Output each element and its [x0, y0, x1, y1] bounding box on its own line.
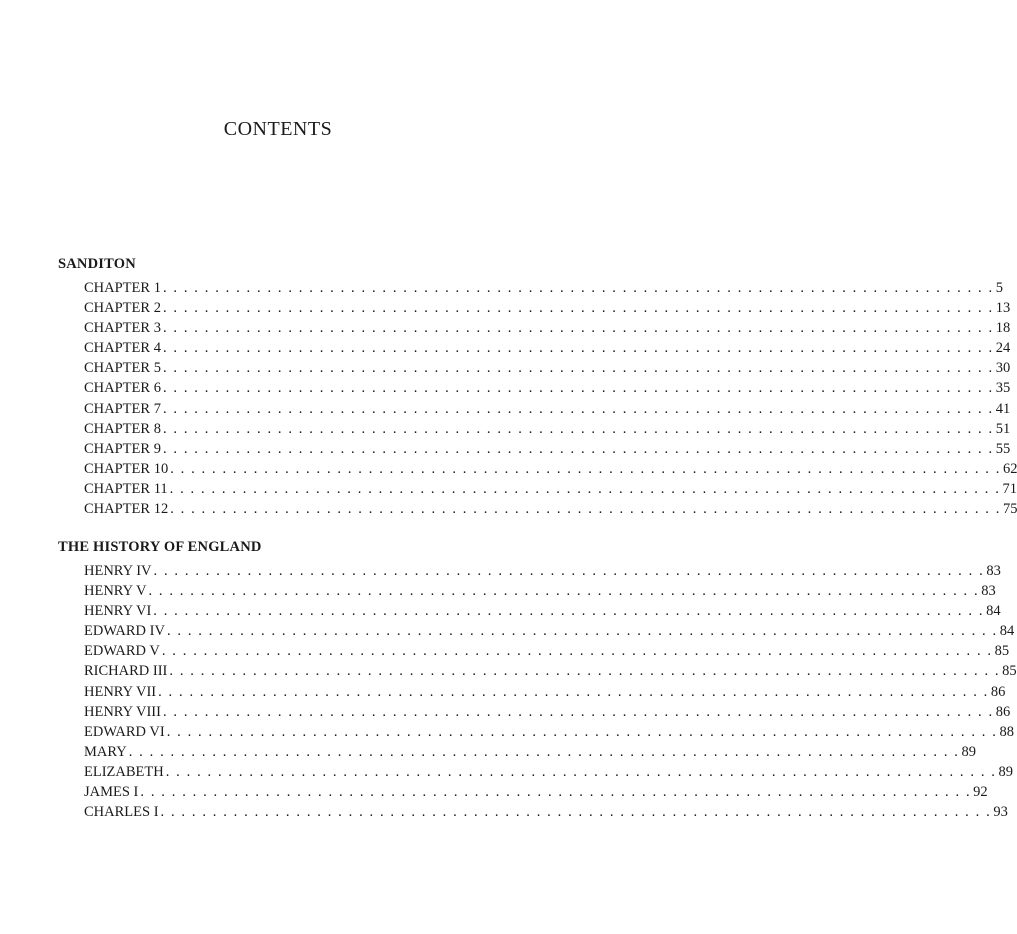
toc-entry-label: HENRY VII	[84, 683, 157, 700]
toc-entry[interactable]	[84, 338, 1011, 358]
toc-leader-dots: . . . . . . . . . . . . . . . . . . . . . . . . . . . . . . . . . . . . . . . . . . . . . . . . . . . . . . . . . . . . . . . . . . . . . . . . . . . . . . . .	[162, 320, 994, 337]
toc-entry-label: CHAPTER 12	[84, 501, 169, 518]
toc-entry-label: EDWARD VI	[84, 723, 165, 740]
toc-entry-page-number: 5	[995, 280, 1003, 296]
toc-leader-dots: . . . . . . . . . . . . . . . . . . . . . . . . . . . . . . . . . . . . . . . . . . . . . . . . . . . . . . . . . . . . . . . . . . . . . . . . . . . . . . . .	[160, 804, 992, 821]
toc-entry-page-number: 89	[998, 763, 1014, 780]
toc-entry[interactable]	[84, 702, 1011, 722]
section-heading-sanditon: SANDITON	[58, 256, 136, 272]
toc-leader-dots: . . . . . . . . . . . . . . . . . . . . . . . . . . . . . . . . . . . . . . . . . . . . . . . . . . . . . . . . . . . . . . . . . . . . . . . . . . . . . . . .	[162, 703, 994, 720]
toc-entry-page-number: 30	[995, 360, 1011, 377]
toc-leader-dots: . . . . . . . . . . . . . . . . . . . . . . . . . . . . . . . . . . . . . . . . . . . . . . . . . . . . . . . . . . . . . . . . . . . . . . . . . . . . . . . .	[161, 643, 993, 660]
toc-entry[interactable]	[84, 278, 1003, 298]
toc-entry[interactable]	[84, 419, 1011, 439]
toc-entry[interactable]	[84, 742, 976, 762]
toc-entry[interactable]	[84, 298, 1011, 318]
toc-entry-label: CHAPTER 1	[84, 280, 161, 296]
toc-entry-page-number: 51	[995, 420, 1011, 437]
toc-entry-page-number: 55	[995, 440, 1011, 457]
toc-entry-label: CHAPTER 5	[84, 360, 161, 377]
toc-leader-dots: . . . . . . . . . . . . . . . . . . . . . . . . . . . . . . . . . . . . . . . . . . . . . . . . . . . . . . . . . . . . . . . . . . . . . . . . . . . . . . . .	[162, 440, 994, 457]
toc-leader-dots: . . . . . . . . . . . . . . . . . . . . . . . . . . . . . . . . . . . . . . . . . . . . . . . . . . . . . . . . . . . . . . . . . . . . . . . . . . . . . . . .	[148, 583, 980, 600]
toc-entry-page-number: 89	[961, 743, 976, 760]
toc-leader-dots: . . . . . . . . . . . . . . . . . . . . . . . . . . . . . . . . . . . . . . . . . . . . . . . . . . . . . . . . . . . . . . . . . . . . . . . . . . . . . . . .	[162, 380, 994, 397]
toc-entry-page-number: 71	[1002, 480, 1017, 497]
toc-entry[interactable]	[84, 561, 1001, 581]
toc-leader-dots: . . . . . . . . . . . . . . . . . . . . . . . . . . . . . . . . . . . . . . . . . . . . . . . . . . . . . . . . . . . . . . . . . . . . . . . . . . . . . . . .	[169, 480, 1001, 497]
toc-entry-page-number: 86	[995, 703, 1011, 720]
toc-entry-label: CHAPTER 11	[84, 480, 168, 497]
toc-entry-page-number: 83	[981, 583, 996, 600]
toc-entry-label: CHAPTER 7	[84, 400, 161, 417]
toc-leader-dots: . . . . . . . . . . . . . . . . . . . . . . . . . . . . . . . . . . . . . . . . . . . . . . . . . . . . . . . . . . . . . . . . . . . . . . . . . . . . . . . .	[153, 603, 985, 620]
toc-entry-label: JAMES I	[84, 784, 139, 801]
toc-entry-label: CHAPTER 3	[84, 320, 161, 337]
toc-entry-page-number: 93	[993, 804, 1008, 821]
toc-leader-dots: . . . . . . . . . . . . . . . . . . . . . . . . . . . . . . . . . . . . . . . . . . . . . . . . . . . . . . . . . . . . . . . . . . . . . . . . . . . . . . . .	[158, 683, 989, 700]
toc-entry-page-number: 83	[986, 563, 1001, 579]
toc-entry[interactable]	[84, 661, 1017, 681]
toc-entry-page-number: 18	[995, 320, 1011, 337]
toc-entry-page-number: 84	[986, 603, 1001, 620]
toc-entry[interactable]	[84, 399, 1011, 419]
toc-entry-label: CHAPTER 8	[84, 420, 161, 437]
toc-entry-label: CHAPTER 6	[84, 380, 161, 397]
page-title: CONTENTS	[223, 118, 333, 140]
toc-entry[interactable]	[84, 641, 1010, 661]
toc-entry[interactable]	[84, 378, 1011, 398]
toc-entry[interactable]	[84, 722, 1014, 742]
toc-entry-label: RICHARD III	[84, 663, 168, 680]
toc-entry[interactable]	[84, 318, 1011, 338]
toc-leader-dots: . . . . . . . . . . . . . . . . . . . . . . . . . . . . . . . . . . . . . . . . . . . . . . . . . . . . . . . . . . . . . . . . . . . . . . . . . . . . . . . .	[128, 743, 960, 760]
toc-entry-page-number: 75	[1002, 501, 1017, 518]
toc-list-history-of-england	[84, 561, 1017, 822]
toc-entry-page-number: 88	[999, 723, 1014, 740]
toc-list-sanditon	[84, 278, 1017, 519]
toc-leader-dots: . . . . . . . . . . . . . . . . . . . . . . . . . . . . . . . . . . . . . . . . . . . . . . . . . . . . . . . . . . . . . . . . . . . . . . . . . . . . . . . .	[162, 360, 994, 377]
toc-leader-dots: . . . . . . . . . . . . . . . . . . . . . . . . . . . . . . . . . . . . . . . . . . . . . . . . . . . . . . . . . . . . . . . . . . . . . . . . . . . . . . . .	[170, 460, 1001, 477]
toc-entry-label: CHAPTER 4	[84, 340, 161, 357]
toc-entry-page-number: 84	[999, 623, 1015, 640]
toc-entry-page-number: 13	[995, 300, 1011, 317]
toc-entry-label: CHAPTER 2	[84, 300, 161, 317]
toc-entry-label: HENRY VI	[84, 603, 152, 620]
toc-entry-label: HENRY VIII	[84, 703, 161, 720]
toc-leader-dots: . . . . . . . . . . . . . . . . . . . . . . . . . . . . . . . . . . . . . . . . . . . . . . . . . . . . . . . . . . . . . . . . . . . . . . . . . . . . . . . .	[162, 340, 994, 357]
toc-entry[interactable]	[84, 802, 1008, 822]
toc-entry-label: ELIZABETH	[84, 763, 164, 780]
toc-entry[interactable]	[84, 459, 1017, 479]
toc-leader-dots: . . . . . . . . . . . . . . . . . . . . . . . . . . . . . . . . . . . . . . . . . . . . . . . . . . . . . . . . . . . . . . . . . . . . . . . . . . . . . . . .	[166, 623, 998, 640]
toc-entry[interactable]	[84, 499, 1017, 519]
toc-leader-dots: . . . . . . . . . . . . . . . . . . . . . . . . . . . . . . . . . . . . . . . . . . . . . . . . . . . . . . . . . . . . . . . . . . . . . . . . . . . . . . . .	[165, 763, 997, 780]
toc-entry-page-number: 86	[990, 683, 1006, 700]
toc-entry-label: MARY	[84, 743, 127, 760]
toc-entry-page-number: 24	[995, 340, 1011, 357]
toc-entry[interactable]	[84, 682, 1006, 702]
toc-entry-label: CHAPTER 9	[84, 440, 161, 457]
toc-leader-dots: . . . . . . . . . . . . . . . . . . . . . . . . . . . . . . . . . . . . . . . . . . . . . . . . . . . . . . . . . . . . . . . . . . . . . . . . . . . . . . . .	[162, 280, 994, 296]
toc-entry-label: HENRY IV	[84, 563, 152, 579]
toc-entry[interactable]	[84, 439, 1011, 459]
toc-entry-label: CHAPTER 10	[84, 460, 169, 477]
toc-leader-dots: . . . . . . . . . . . . . . . . . . . . . . . . . . . . . . . . . . . . . . . . . . . . . . . . . . . . . . . . . . . . . . . . . . . . . . . . . . . . . . . .	[162, 420, 994, 437]
toc-leader-dots: . . . . . . . . . . . . . . . . . . . . . . . . . . . . . . . . . . . . . . . . . . . . . . . . . . . . . . . . . . . . . . . . . . . . . . . . . . . . . . . .	[170, 501, 1001, 518]
toc-leader-dots: . . . . . . . . . . . . . . . . . . . . . . . . . . . . . . . . . . . . . . . . . . . . . . . . . . . . . . . . . . . . . . . . . . . . . . . . . . . . . . . .	[162, 400, 994, 417]
toc-leader-dots: . . . . . . . . . . . . . . . . . . . . . . . . . . . . . . . . . . . . . . . . . . . . . . . . . . . . . . . . . . . . . . . . . . . . . . . . . . . . . . . .	[166, 723, 998, 740]
toc-entry-page-number: 85	[994, 643, 1010, 660]
toc-entry-page-number: 35	[995, 380, 1011, 397]
toc-leader-dots: . . . . . . . . . . . . . . . . . . . . . . . . . . . . . . . . . . . . . . . . . . . . . . . . . . . . . . . . . . . . . . . . . . . . . . . . . . . . . . . .	[162, 300, 994, 317]
toc-entry[interactable]	[84, 782, 988, 802]
toc-entry-page-number: 41	[995, 400, 1011, 417]
toc-entry[interactable]	[84, 762, 1014, 782]
toc-entry[interactable]	[84, 601, 1001, 621]
toc-entry[interactable]	[84, 358, 1011, 378]
toc-entry-label: EDWARD V	[84, 643, 160, 660]
toc-entry-label: HENRY V	[84, 583, 147, 600]
toc-entry[interactable]	[84, 479, 1017, 499]
toc-entry-page-number: 85	[1002, 663, 1017, 680]
section-heading-history-of-england: THE HISTORY OF ENGLAND	[58, 539, 262, 555]
toc-entry[interactable]	[84, 581, 996, 601]
toc-leader-dots: . . . . . . . . . . . . . . . . . . . . . . . . . . . . . . . . . . . . . . . . . . . . . . . . . . . . . . . . . . . . . . . . . . . . . . . . . . . . . . . .	[153, 563, 985, 579]
toc-entry-label: EDWARD IV	[84, 623, 165, 640]
toc-entry-page-number: 92	[973, 784, 988, 801]
toc-entry[interactable]	[84, 621, 1015, 641]
toc-entry-page-number: 62	[1002, 460, 1017, 477]
toc-entry-label: CHARLES I	[84, 804, 159, 821]
toc-leader-dots: . . . . . . . . . . . . . . . . . . . . . . . . . . . . . . . . . . . . . . . . . . . . . . . . . . . . . . . . . . . . . . . . . . . . . . . . . . . . . . . .	[169, 663, 1001, 680]
toc-leader-dots: . . . . . . . . . . . . . . . . . . . . . . . . . . . . . . . . . . . . . . . . . . . . . . . . . . . . . . . . . . . . . . . . . . . . . . . . . . . . . . . .	[140, 784, 972, 801]
